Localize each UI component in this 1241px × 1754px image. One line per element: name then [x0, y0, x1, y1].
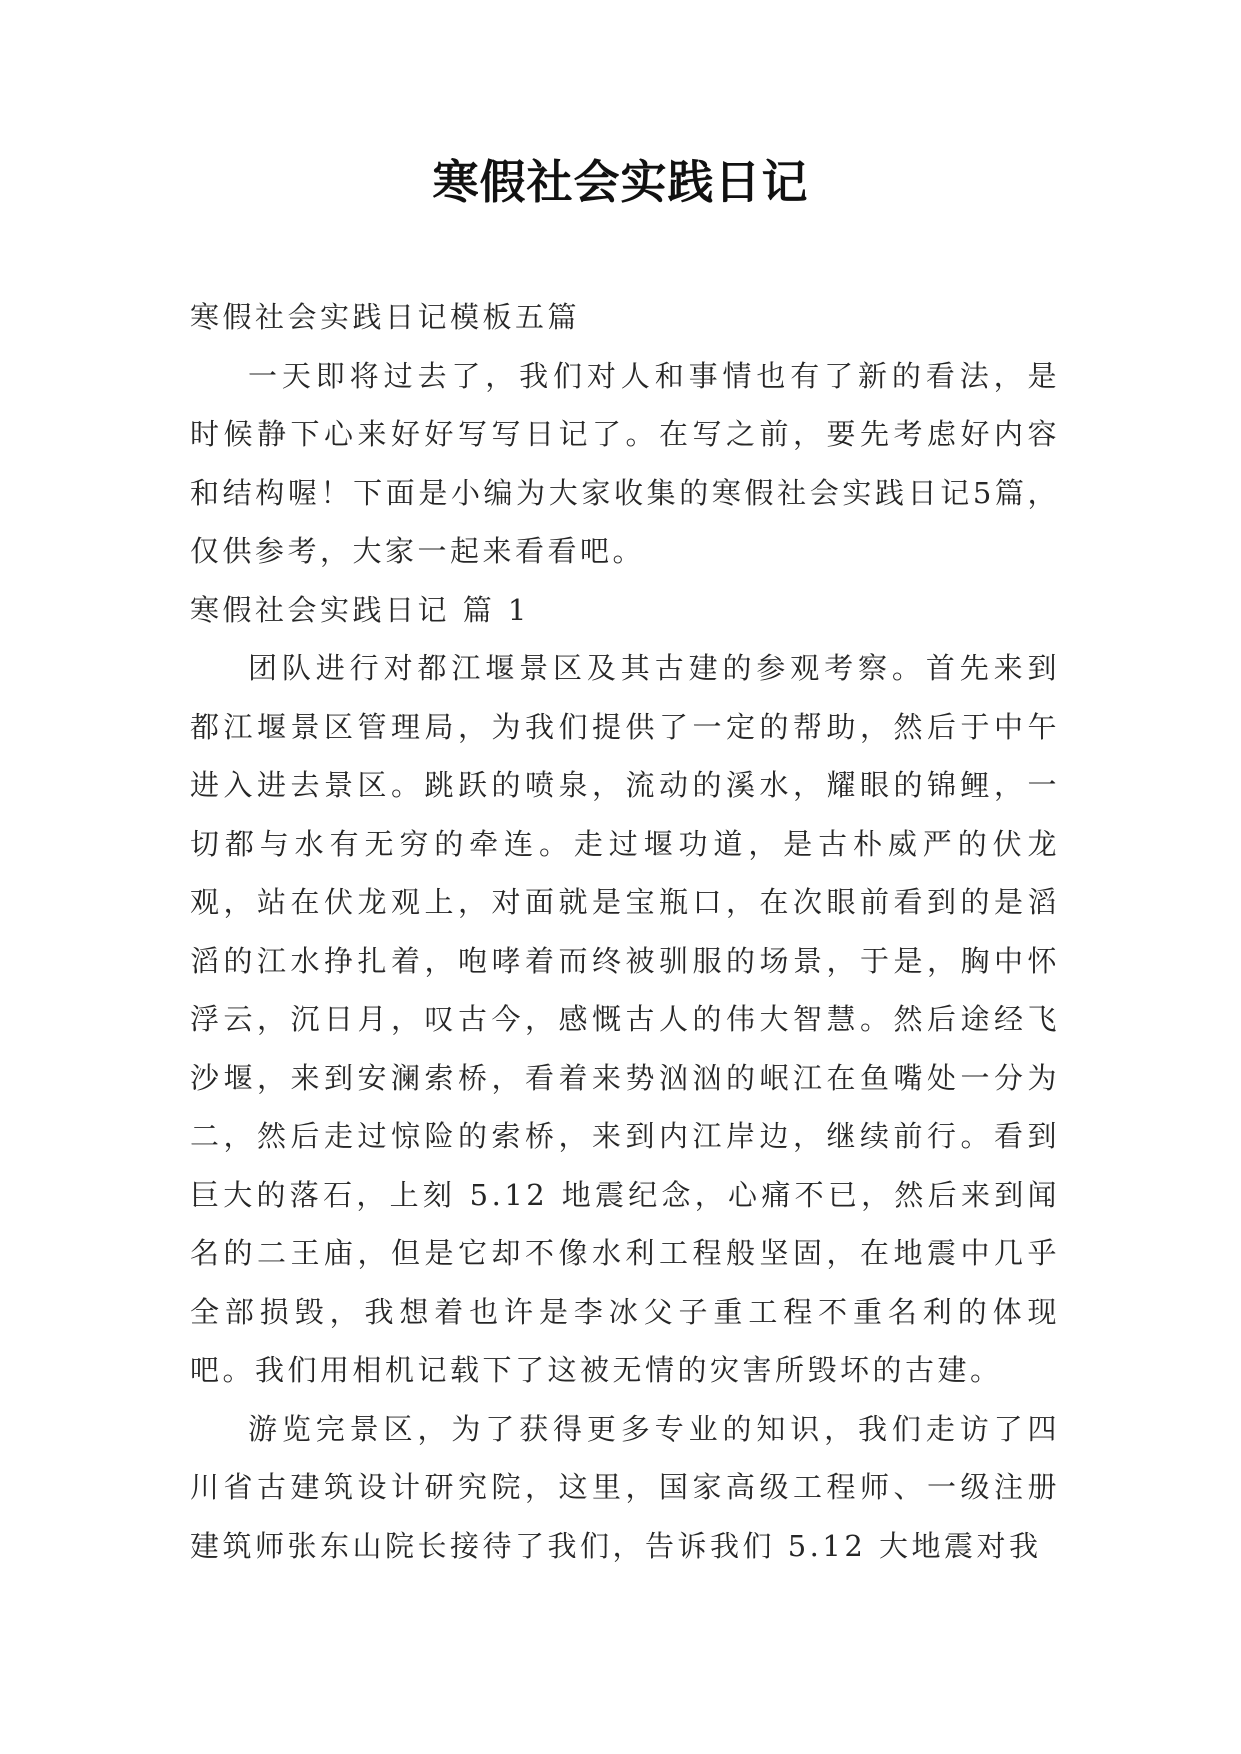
body-paragraph-1: 团队进行对都江堰景区及其古建的参观考察。首先来到都江堰景区管理局，为我们提供了一定的帮助，然后于中午进入进去景区。跳跃的喷泉，流动的溪水，耀眼的锦鲤，一切都与水有无穷的牵连。走过堰功道，是古朴威严的伏龙观，站在伏龙观上，对面就是宝瓶口，在次眼前看到的是滔滔的江水挣扎着，咆哮着而终被驯服的场景，于是，胸中怀浮云，沉日月，叹古今，感慨古人的伟大智慧。然后途经飞沙堰，来到安澜索桥，看着来势汹汹的岷江在鱼嘴处一分为二，然后走过惊险的索桥，来到内江岸边，继续前行。看到巨大的落石，上刻 5.12 地震纪念，心痛不已，然后来到闻名的二王庙，但是它却不像水利工程般坚固，在地震中几乎全部损毁，我想着也许是李冰父子重工程不重名利的体现吧。我们用相机记载下了这被无情的灾害所毁坏的古建。	[190, 651, 1060, 1387]
document-body	[190, 288, 1060, 1575]
section-heading: 寒假社会实践日记 篇 1	[190, 592, 530, 627]
body-paragraph-2: 游览完景区，为了获得更多专业的知识，我们走访了四川省古建筑设计研究院，这里，国家高级工程师、一级注册建筑师张东山院长接待了我们，告诉我们 5.12 大地震对我	[190, 1411, 1060, 1563]
intro-paragraph: 一天即将过去了，我们对人和事情也有了新的看法，是时候静下心来好好写写日记了。在写之前，要先考虑好内容和结构喔！下面是小编为大家收集的寒假社会实践日记5篇，仅供参考，大家一起来看看吧。	[190, 358, 1060, 568]
document-subtitle: 寒假社会实践日记模板五篇	[190, 300, 581, 334]
document-title: 寒假社会实践日记	[432, 155, 809, 209]
